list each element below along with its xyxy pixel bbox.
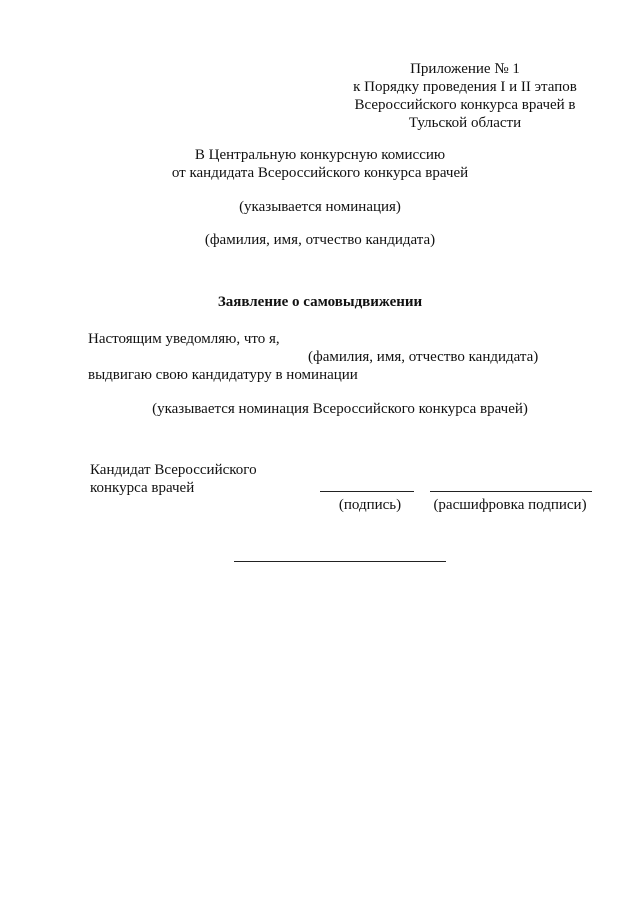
appendix-line-1: Приложение № 1 — [410, 61, 520, 77]
appendix-line-4: Тульской области — [408, 115, 522, 131]
signature-role-line-1: Кандидат Всероссийского — [90, 462, 257, 478]
signature-line — [320, 491, 414, 492]
statement-nomination-hint: (указывается номинация Всероссийского конкурса врачей) — [152, 401, 528, 417]
addressee-line-2: от кандидата Всероссийского конкурса врачей — [171, 165, 469, 181]
addressee-block — [130, 146, 510, 182]
candidate-name-hint: (фамилия, имя, отчество кандидата) — [204, 232, 436, 248]
statement-intro: Настоящим уведомляю, что я, — [88, 331, 280, 347]
signature-role-line-2: конкурса врачей — [90, 480, 195, 496]
nomination-hint: (указывается номинация) — [239, 199, 401, 215]
appendix-line-3: Всероссийского конкурса врачей в — [354, 97, 576, 113]
signature-decode-label: (расшифровка подписи) — [433, 497, 587, 513]
appendix-block — [340, 60, 590, 132]
appendix-line-2: к Порядку проведения I и II этапов — [353, 79, 577, 95]
signature-label: (подпись) — [338, 497, 402, 513]
signature-decode-line — [430, 491, 592, 492]
statement-fio-hint: (фамилия, имя, отчество кандидата) — [308, 349, 539, 365]
addressee-line-1: В Центральную конкурсную комиссию — [194, 147, 446, 163]
bottom-separator — [234, 561, 446, 562]
statement-title: Заявление о самовыдвижении — [217, 294, 423, 310]
statement-nominate: выдвигаю свою кандидатуру в номинации — [88, 367, 358, 383]
